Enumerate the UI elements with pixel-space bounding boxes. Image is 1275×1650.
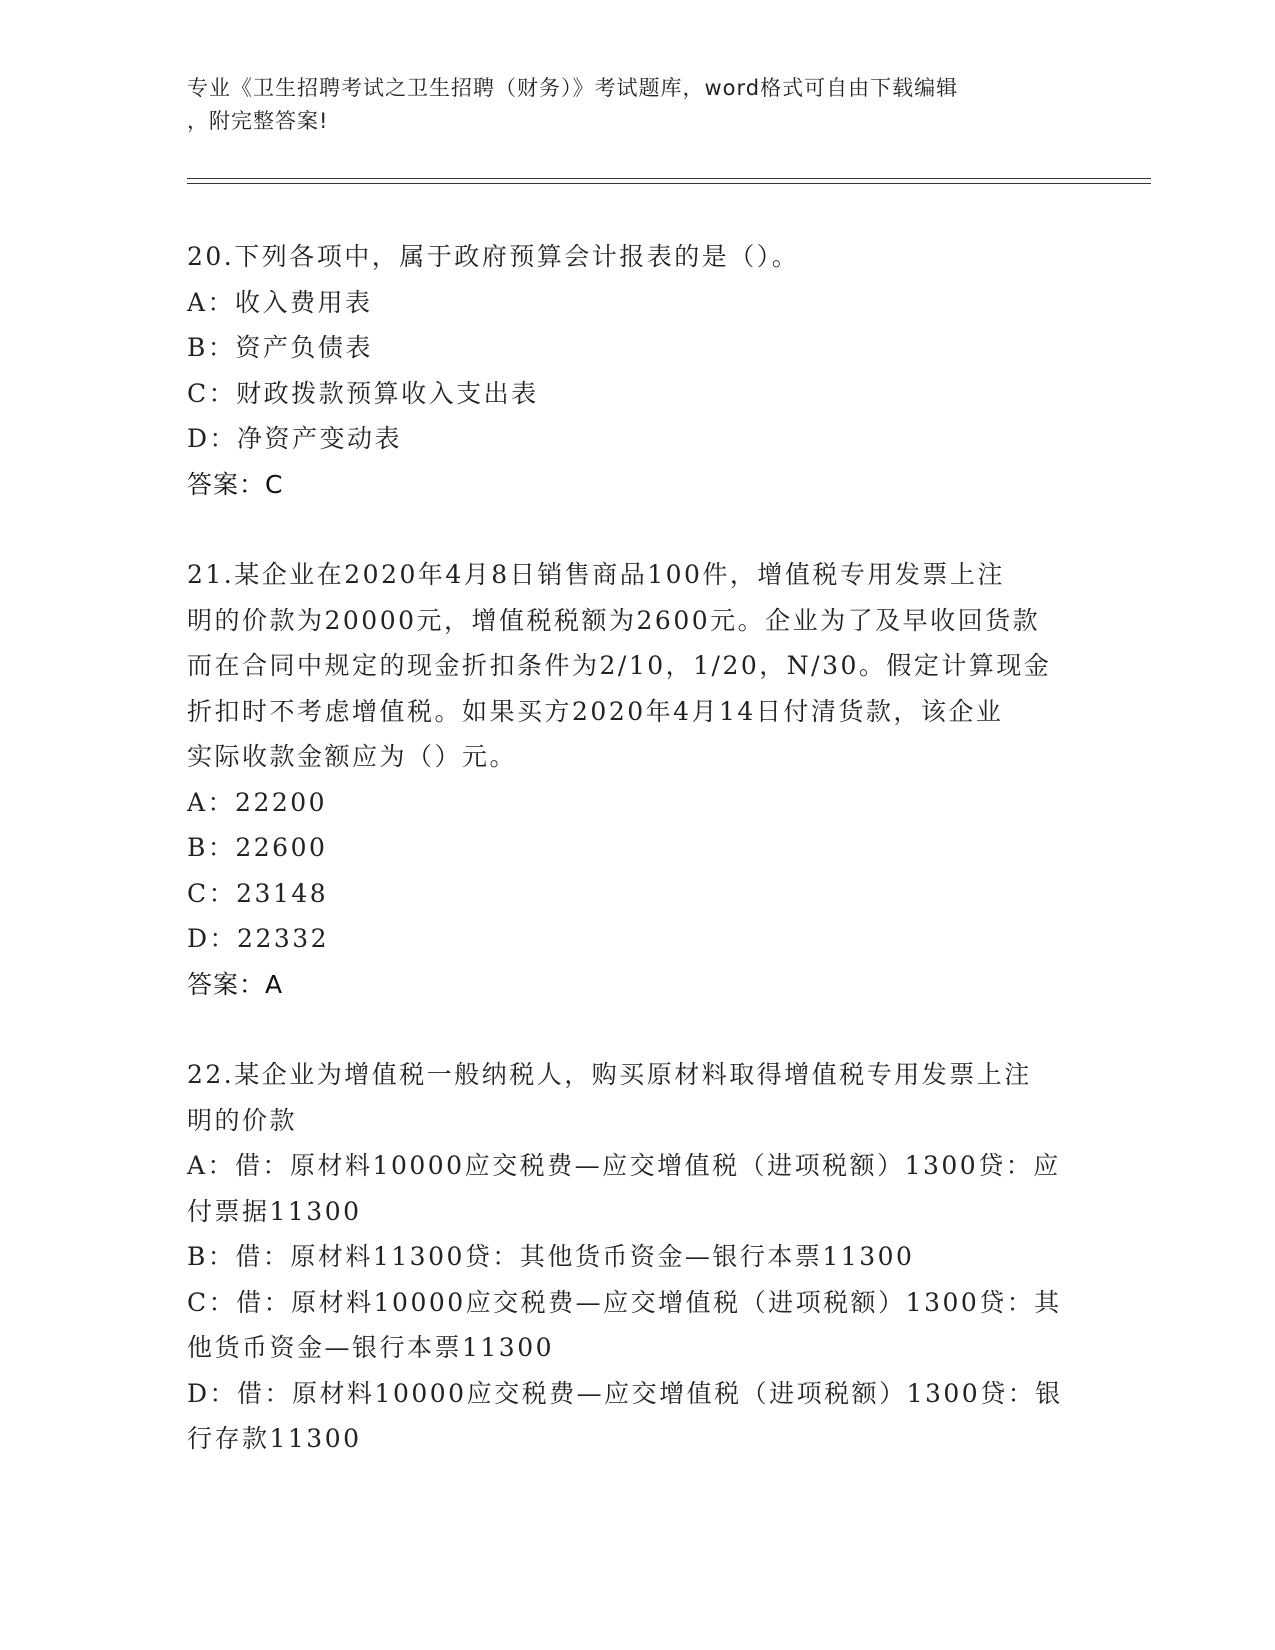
option-c: C：借：原材料10000应交税费—应交增值税（进项税额）1300贷：其: [187, 1287, 1062, 1317]
option-d: D：借：原材料10000应交税费—应交增值税（进项税额）1300贷：银: [187, 1378, 1063, 1408]
question-stem: 实际收款金额应为（）元。: [187, 742, 518, 771]
answer-text: 答案：C: [187, 469, 284, 499]
question-stem: 而在合同中规定的现金折扣条件为2/10，1/20，N/30。假定计算现金: [187, 651, 1052, 680]
document-header: [187, 72, 1067, 138]
option-a: A：22200: [187, 787, 328, 817]
question-stem: 折扣时不考虑增值税。如果买方2020年4月14日付清货款，该企业: [187, 696, 1004, 726]
option-d: 行存款11300: [187, 1424, 362, 1453]
option-d: D：净资产变动表: [187, 424, 403, 453]
option-d: D：22332: [187, 924, 330, 953]
question-stem: 明的价款: [187, 1105, 298, 1135]
question-stem: 明的价款为20000元，增值税税额为2600元。企业为了及早收回货款: [187, 605, 1041, 635]
question-block: [187, 552, 1087, 1007]
header-divider: [187, 178, 1151, 179]
question-stem: 20.下列各项中，属于政府预算会计报表的是（）。: [187, 242, 800, 271]
header-line: 专业《卫生招聘考试之卫生招聘（财务）》考试题库，word格式可自由下载编辑: [187, 76, 959, 100]
question-stem: 21.某企业在2020年4月8日销售商品100件，增值税专用发票上注: [187, 560, 1005, 589]
option-b: B：借：原材料11300贷：其他货币资金—银行本票11300: [187, 1242, 915, 1271]
option-b: B：22600: [187, 833, 328, 862]
header-line: ，附完整答案!: [187, 109, 329, 133]
question-stem: 22.某企业为增值税一般纳税人，购买原材料取得增值税专用发票上注: [187, 1060, 1032, 1089]
header-divider: [187, 183, 1151, 184]
question-block: [187, 234, 1087, 507]
answer-text: 答案：A: [187, 969, 284, 999]
option-c: C：23148: [187, 878, 329, 908]
option-a: A：借：原材料10000应交税费—应交增值税（进项税额）1300贷：应: [187, 1151, 1061, 1180]
option-a: A：收入费用表: [187, 287, 373, 317]
option-c: C：财政拨款预算收入支出表: [187, 378, 539, 408]
option-a: 付票据11300: [187, 1196, 362, 1226]
option-b: B：资产负债表: [187, 333, 373, 362]
question-block: [187, 1052, 1087, 1462]
option-c: 他货币资金—银行本票11300: [187, 1333, 555, 1362]
